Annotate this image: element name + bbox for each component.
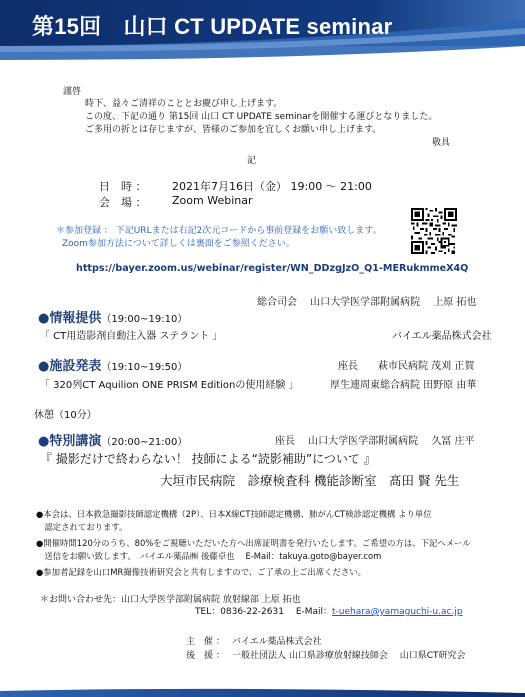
lecture-chair: 座長 山口大学医学部附属病院 久冨 庄平 bbox=[275, 436, 475, 447]
facility-heading-label: ●施設発表 bbox=[38, 359, 102, 374]
facility-time: （19:10~19:50） bbox=[101, 362, 188, 373]
break-note: 休憩（10分） bbox=[34, 410, 97, 421]
info-company: バイエル薬品株式会社 bbox=[392, 331, 492, 342]
venue-label: 会 場 ： bbox=[99, 196, 147, 209]
facility-speaker: 厚生連周東総合病院 田野原 由華 bbox=[330, 380, 477, 391]
info-heading bbox=[38, 307, 187, 326]
moderator: 総合司会 山口大学医学部附属病院 上原 拓也 bbox=[257, 297, 477, 308]
lecture-title: 『 撮影だけで終わらない！ 技師による“読影補助”について 』 bbox=[40, 452, 376, 466]
note-line: 認定されております。 bbox=[36, 522, 128, 532]
date-label: 日 時 ： bbox=[99, 180, 147, 193]
date-value: 2021年7月16日（金） 19:00 ～ 21:00 bbox=[172, 180, 372, 193]
note-line: ●本会は、日本救急撮影技師認定機構（2P）、日本X線CT技師認定機構、肺がんCT検診認定機構 より単位 bbox=[36, 509, 432, 519]
header-banner bbox=[0, 0, 525, 62]
contact-tel-text: TEL：0836-22-2631 E-Mail： bbox=[195, 607, 333, 617]
registration-url-link[interactable]: https://bayer.zoom.us/webinar/register/WN_DDzgJzO_Q1-MERukmmeX4Q bbox=[76, 263, 469, 274]
qr-code-icon[interactable] bbox=[411, 208, 457, 254]
letter-line-2: この度、下記の通り 第15回 山口 CT UPDATE seminarを開催する運びとなりました。 bbox=[85, 112, 438, 122]
host-name: バイエル薬品株式会社 bbox=[232, 637, 322, 647]
facility-chair: 座長 萩市民病院 茂刈 正賀 bbox=[338, 361, 475, 372]
lecture-time: （20:00~21:00） bbox=[101, 437, 188, 448]
note-line: 送信をお願い致します。 バイエル薬品㈱ 後藤卓也 E-Mail：takuya.goto@bayer.com bbox=[36, 551, 382, 561]
contact-line: ＊お問い合わせ先：山口大学医学部附属病院 放射線部 上原 拓也 bbox=[40, 595, 301, 605]
footer-band bbox=[0, 687, 525, 697]
note-line: ●開催時間120分のうち、80%をご視聴いただいた方へ出席証明書を発行いたします。ご希望の方は、下記へメール bbox=[36, 538, 471, 548]
contact-email-link[interactable]: t-uehara@yamaguchi-u.ac.jp bbox=[332, 607, 463, 617]
venue-value: Zoom Webinar bbox=[172, 194, 253, 207]
lecture-heading-label: ●特別講演 bbox=[38, 434, 102, 449]
ki-mark: 記 bbox=[247, 156, 257, 166]
note-line: ●参加者記録を山口MR撮像技術研究会と共有しますので、ご了承の上ご出席ください。 bbox=[36, 567, 367, 577]
greeting: 謹啓 bbox=[63, 87, 82, 97]
facility-title: 「 320列CT Aquilion ONE PRISM Editionの使用経験 」 bbox=[40, 380, 299, 391]
lecture-heading bbox=[38, 430, 187, 449]
registration-line-1: ＊参加登録 ： 下記URLまたは右記2次元コードから事前登録をお願い致します。 bbox=[56, 226, 382, 236]
letter-line-1: 時下、益々ご清祥のこととお慶び申し上げます。 bbox=[85, 99, 283, 109]
lecture-speaker: 大垣市民病院 診療検査科 機能診断室 髙田 賢 先生 bbox=[160, 473, 460, 488]
info-heading-label: ●情報提供 bbox=[38, 311, 102, 326]
support-label: 後 援 ： bbox=[186, 651, 225, 661]
facility-heading bbox=[38, 355, 187, 374]
support-names: 一般社団法人 山口県診療放射線技師会 山口県CT研究会 bbox=[232, 651, 466, 661]
page-title: 第15回 山口 CT UPDATE seminar bbox=[32, 14, 393, 39]
letter-line-3: ご多用の折とは存じますが、皆様のご参加を宜しくお願い申し上げます。 bbox=[85, 125, 382, 135]
registration-line-2: Zoom参加方法について詳しくは裏面をご参照ください。 bbox=[62, 239, 295, 249]
info-title: 「 CT用造影剤自動注入器 ステラント 」 bbox=[40, 331, 223, 342]
info-time: （19:00~19:10） bbox=[101, 314, 188, 325]
contact-tel bbox=[195, 606, 463, 618]
closing: 敬具 bbox=[432, 138, 451, 148]
host-label: 主 催 ： bbox=[186, 637, 225, 647]
